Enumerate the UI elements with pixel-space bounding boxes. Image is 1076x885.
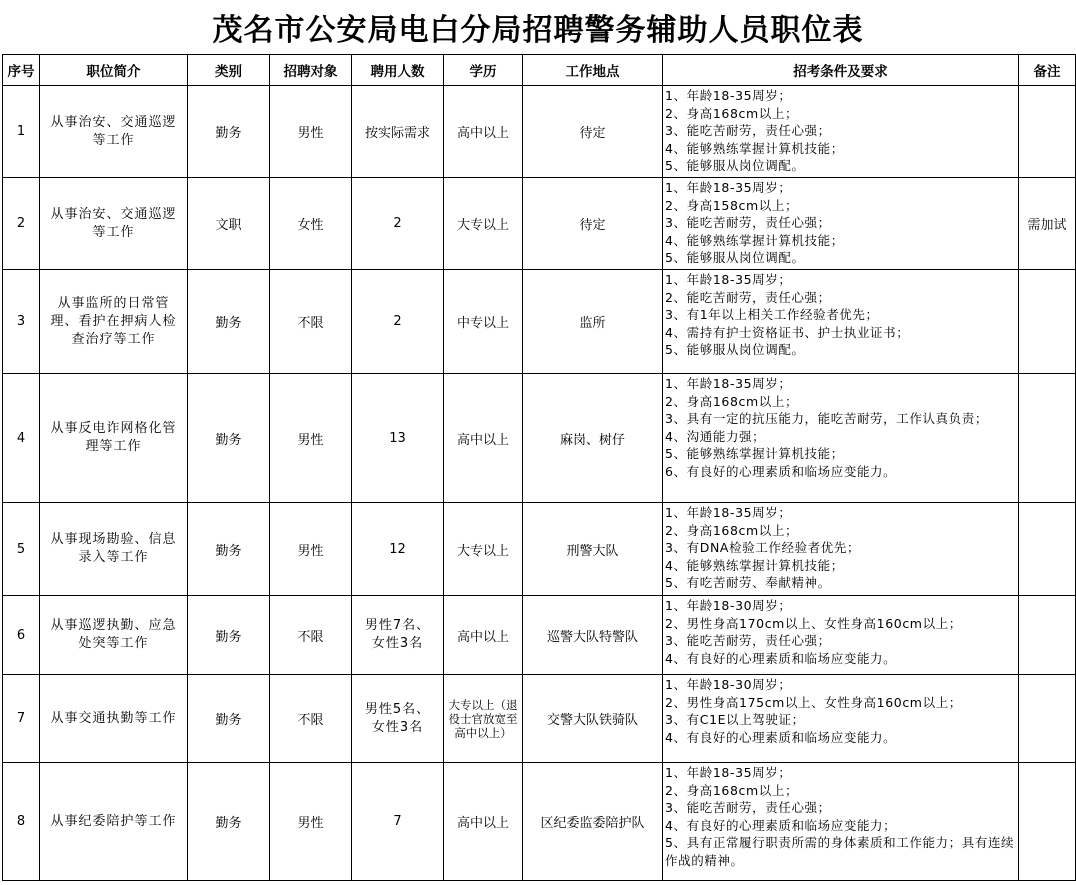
- cell-no: 8: [3, 763, 40, 881]
- cell-count: 按实际需求: [352, 86, 444, 178]
- cell-place: 监所: [523, 270, 663, 374]
- cell-count: 男性7名、女性3名: [352, 596, 444, 675]
- cell-target: 男性: [270, 503, 352, 596]
- req-line: 5、能够服从岗位调配。: [665, 342, 805, 357]
- cell-type: 文职: [188, 178, 270, 270]
- cell-note: 需加试: [1019, 178, 1076, 270]
- page-title: 茂名市公安局电白分局招聘警务辅助人员职位表: [212, 13, 864, 48]
- req-line: 4、能够熟练掌握计算机技能；: [665, 557, 844, 573]
- req-line: 2、身高158cm以上；: [665, 197, 799, 213]
- cell-req: [663, 178, 1019, 270]
- cell-target: 男性: [270, 763, 352, 881]
- table-row: [3, 270, 1076, 374]
- cell-place: 巡警大队特警队: [523, 596, 663, 675]
- req-line: 3、能吃苦耐劳，责任心强；: [665, 215, 831, 230]
- cell-desc: 从事治安、交通巡逻等工作: [40, 178, 188, 270]
- req-line: 5、能够熟练掌握计算机技能；: [665, 446, 844, 461]
- req-line: 1、年龄18-35周岁；: [665, 765, 792, 780]
- cell-type: 勤务: [188, 503, 270, 596]
- table-header-row: [3, 55, 1076, 86]
- cell-no: 6: [3, 596, 40, 675]
- table-row: [3, 675, 1076, 763]
- req-line: 4、有良好的心理素质和临场应变能力；: [665, 817, 897, 833]
- req-line: 4、需持有护士资格证书、护士执业证书；: [665, 324, 910, 340]
- cell-edu: 大专以上（退役士官放宽至高中以上）: [444, 675, 523, 763]
- req-line: 3、能吃苦耐劳，责任心强；: [665, 123, 831, 138]
- cell-place: 待定: [523, 178, 663, 270]
- cell-target: 不限: [270, 270, 352, 374]
- cell-req: [663, 503, 1019, 596]
- req-line: 5、能够服从岗位调配。: [665, 158, 805, 173]
- cell-desc: 从事治安、交通巡逻等工作: [40, 86, 188, 178]
- cell-target: 男性: [270, 374, 352, 503]
- cell-note: [1019, 86, 1076, 178]
- req-line: 4、有良好的心理素质和临场应变能力。: [665, 650, 897, 666]
- req-line: 4、能够熟练掌握计算机技能；: [665, 232, 844, 248]
- cell-place: 待定: [523, 86, 663, 178]
- cell-type: 勤务: [188, 675, 270, 763]
- header-note: 备注: [1019, 55, 1076, 86]
- table-row: [3, 596, 1076, 675]
- cell-req: [663, 270, 1019, 374]
- cell-count: 男性5名、女性3名: [352, 675, 444, 763]
- cell-edu: 高中以上: [444, 374, 523, 503]
- cell-place: 刑警大队: [523, 503, 663, 596]
- table-body: [3, 86, 1076, 881]
- cell-type: 勤务: [188, 86, 270, 178]
- cell-desc: 从事纪委陪护等工作: [40, 763, 188, 881]
- req-line: 4、沟通能力强；: [665, 428, 766, 444]
- cell-place: 区纪委监委陪护队: [523, 763, 663, 881]
- position-table: [2, 54, 1076, 881]
- cell-type: 勤务: [188, 374, 270, 503]
- cell-count: 13: [352, 374, 444, 503]
- cell-desc: 从事现场勘验、信息录入等工作: [40, 503, 188, 596]
- cell-count: 12: [352, 503, 444, 596]
- cell-desc: 从事巡逻执勤、应急处突等工作: [40, 596, 188, 675]
- req-line: 5、有吃苦耐劳、奉献精神。: [665, 575, 831, 590]
- header-target: 招聘对象: [270, 55, 352, 86]
- header-desc: 职位简介: [40, 55, 188, 86]
- req-line: 1、年龄18-35周岁；: [665, 180, 792, 195]
- header-type: 类别: [188, 55, 270, 86]
- req-line: 6、有良好的心理素质和临场应变能力。: [665, 463, 897, 479]
- cell-count: 2: [352, 178, 444, 270]
- header-no: 序号: [3, 55, 40, 86]
- req-line: 1、年龄18-35周岁；: [665, 376, 792, 391]
- req-line: 1、年龄18-30周岁；: [665, 598, 792, 613]
- cell-edu: 高中以上: [444, 596, 523, 675]
- req-line: 5、能够服从岗位调配。: [665, 250, 805, 265]
- cell-target: 不限: [270, 596, 352, 675]
- cell-no: 4: [3, 374, 40, 503]
- req-line: 2、身高168cm以上；: [665, 393, 799, 409]
- cell-target: 男性: [270, 86, 352, 178]
- cell-req: [663, 596, 1019, 675]
- cell-edu: 中专以上: [444, 270, 523, 374]
- req-line: 5、具有正常履行职责所需的身体素质和工作能力；具有连续作战的精神。: [665, 835, 1015, 868]
- table-row: [3, 374, 1076, 503]
- cell-no: 7: [3, 675, 40, 763]
- req-line: 1、年龄18-30周岁；: [665, 677, 792, 692]
- req-line: 3、能吃苦耐劳，责任心强；: [665, 800, 831, 815]
- cell-note: [1019, 503, 1076, 596]
- req-line: 3、能吃苦耐劳，责任心强；: [665, 633, 831, 648]
- req-line: 2、男性身高170cm以上、女性身高160cm以上；: [665, 615, 962, 631]
- table-row: [3, 503, 1076, 596]
- cell-edu: 高中以上: [444, 86, 523, 178]
- cell-count: 7: [352, 763, 444, 881]
- cell-no: 2: [3, 178, 40, 270]
- cell-count: 2: [352, 270, 444, 374]
- table-row: [3, 86, 1076, 178]
- cell-note: [1019, 374, 1076, 503]
- cell-note: [1019, 270, 1076, 374]
- cell-req: [663, 675, 1019, 763]
- req-line: 2、能吃苦耐劳，责任心强；: [665, 289, 831, 305]
- cell-no: 3: [3, 270, 40, 374]
- req-line: 3、有DNA检验工作经验者优先；: [665, 540, 861, 555]
- req-line: 1、年龄18-35周岁；: [665, 505, 792, 520]
- req-line: 4、有良好的心理素质和临场应变能力。: [665, 729, 897, 745]
- req-line: 2、身高168cm以上；: [665, 522, 799, 538]
- cell-place: 交警大队铁骑队: [523, 675, 663, 763]
- table-row: [3, 178, 1076, 270]
- header-req: 招考条件及要求: [663, 55, 1019, 86]
- req-line: 2、身高168cm以上；: [665, 782, 799, 798]
- cell-type: 勤务: [188, 763, 270, 881]
- cell-edu: 高中以上: [444, 763, 523, 881]
- cell-edu: 大专以上: [444, 503, 523, 596]
- table-row: [3, 763, 1076, 881]
- cell-place: 麻岗、树仔: [523, 374, 663, 503]
- cell-edu: 大专以上: [444, 178, 523, 270]
- cell-desc: 从事反电诈网格化管理等工作: [40, 374, 188, 503]
- header-count: 聘用人数: [352, 55, 444, 86]
- req-line: 3、有C1E以上驾驶证；: [665, 712, 805, 727]
- req-line: 2、身高168cm以上；: [665, 105, 799, 121]
- req-line: 4、能够熟练掌握计算机技能；: [665, 140, 844, 156]
- cell-no: 5: [3, 503, 40, 596]
- cell-no: 1: [3, 86, 40, 178]
- cell-note: [1019, 675, 1076, 763]
- req-line: 3、有1年以上相关工作经验者优先；: [665, 307, 879, 322]
- header-place: 工作地点: [523, 55, 663, 86]
- cell-req: [663, 374, 1019, 503]
- cell-desc: 从事监所的日常管理、看护在押病人检查治疗等工作: [40, 270, 188, 374]
- req-line: 3、具有一定的抗压能力，能吃苦耐劳，工作认真负责；: [665, 411, 988, 426]
- cell-target: 不限: [270, 675, 352, 763]
- header-edu: 学历: [444, 55, 523, 86]
- cell-req: [663, 86, 1019, 178]
- req-line: 1、年龄18-35周岁；: [665, 88, 792, 103]
- req-line: 1、年龄18-35周岁；: [665, 272, 792, 287]
- cell-type: 勤务: [188, 596, 270, 675]
- req-line: 2、男性身高175cm以上、女性身高160cm以上；: [665, 694, 962, 710]
- cell-note: [1019, 596, 1076, 675]
- cell-note: [1019, 763, 1076, 881]
- cell-type: 勤务: [188, 270, 270, 374]
- cell-req: [663, 763, 1019, 881]
- cell-desc: 从事交通执勤等工作: [40, 675, 188, 763]
- cell-target: 女性: [270, 178, 352, 270]
